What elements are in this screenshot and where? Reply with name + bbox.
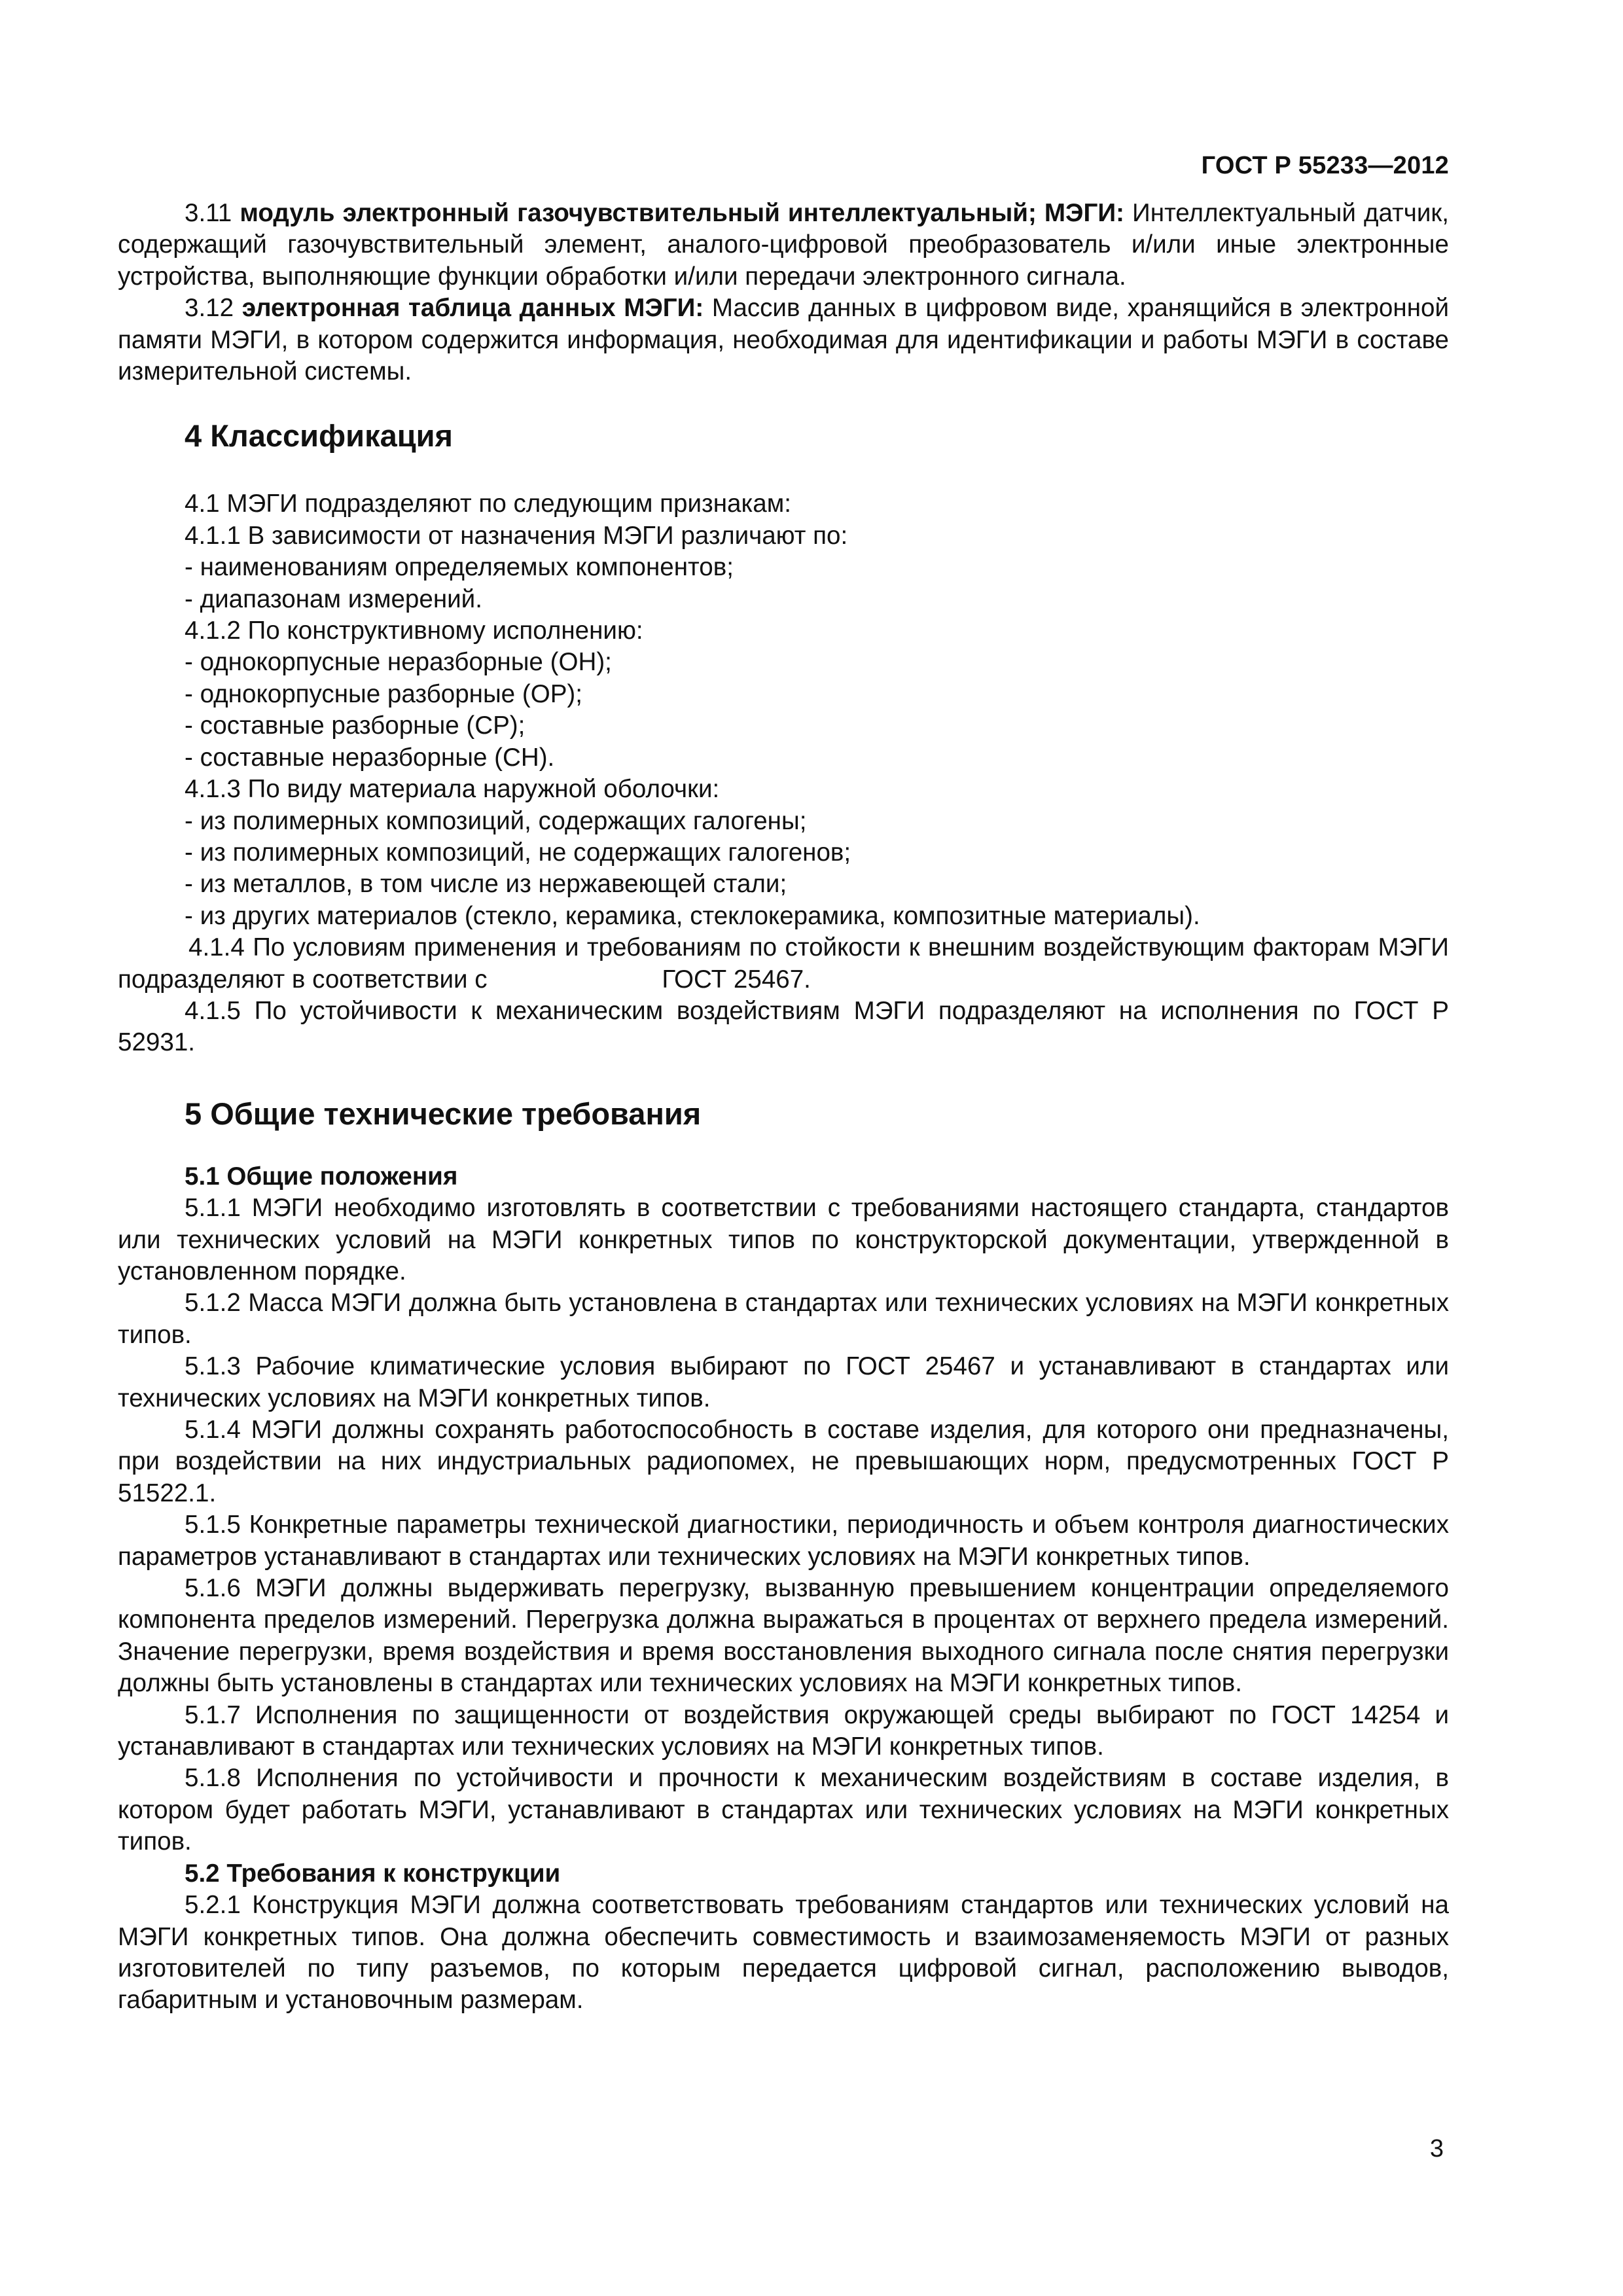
paragraph-5-1-6: 5.1.6 МЭГИ должны выдерживать перегрузку, вызванную превышением концентрации определяемого компонента пределов измерений. Перегрузка должна выражаться в процентах от верхнего предела измерений. Значение перегрузки, время воздействия и время восстановления выходного сигнала после снятия перегрузки должны быть установлены в стандартах или технических условиях на МЭГИ конкретных типов. xyxy=(118,1574,1449,1698)
document-body xyxy=(118,198,1449,2017)
list-line: 4.1 МЭГИ подразделяют по следующим признакам: xyxy=(185,490,791,518)
paragraph-4-1-5: 4.1.5 По устойчивости к механическим воздействиям МЭГИ подразделяют на исполнения по ГОСТ Р 52931. xyxy=(118,996,1449,1057)
page-number: 3 xyxy=(1429,2135,1444,2162)
list-item: - из других материалов (стекло, керамика, стеклокерамика, композитные материалы). xyxy=(185,901,1200,930)
standard-reference: ГОСТ 25467. xyxy=(662,965,811,994)
subsection-5-1-heading: 5.1 Общие положения xyxy=(185,1162,458,1191)
clause-number: 3.12 xyxy=(185,294,242,323)
paragraph-5-1-3: 5.1.3 Рабочие климатические условия выбирают по ГОСТ 25467 и устанавливают в стандартах или технических условиях на МЭГИ конкретных типов. xyxy=(118,1352,1449,1412)
term: электронная таблица данных МЭГИ: xyxy=(241,294,704,323)
paragraph-5-1-1: 5.1.1 МЭГИ необходимо изготовлять в соответствии с требованиями настоящего стандарта, стандартов или технических условий на МЭГИ конкретных типов по конструкторской документации, утвержденной в установленном порядке. xyxy=(118,1194,1449,1285)
definition: Массив данных в цифровом виде, хранящийся в электронной памяти МЭГИ, в котором содержится информация, необходимая для идентификации и работы МЭГИ в составе измерительной системы. xyxy=(118,294,1450,386)
list-line: 4.1.3 По виду материала наружной оболочки: xyxy=(185,775,720,804)
paragraph-5-1-4: 5.1.4 МЭГИ должны сохранять работоспособность в составе изделия, для которого они предназначены, при воздействии на них индустриальных радиопомех, не превышающих норм, предусмотренных ГОСТ Р 51522.1. xyxy=(118,1416,1449,1507)
section-4-heading: 4 Классификация xyxy=(185,418,453,454)
paragraph-5-1-2: 5.1.2 Масса МЭГИ должна быть установлена в стандартах или технических условиях на МЭГИ конкретных типов. xyxy=(118,1289,1449,1349)
list-item: - из полимерных композиций, не содержащих галогенов; xyxy=(185,838,851,867)
paragraph-5-2-1: 5.2.1 Конструкция МЭГИ должна соответствовать требованиям стандартов или технических условий на МЭГИ конкретных типов. Она должна обеспечить совместимость и взаимозаменяемость МЭГИ от разных изготовителей по типу разъемов, по которым передается цифровой сигнал, расположению выводов, габаритным и установочным размерам. xyxy=(118,1891,1449,2015)
paragraph-5-1-8: 5.1.8 Исполнения по устойчивости и прочности к механическим воздействиям в составе изделия, в котором будет работать МЭГИ, устанавливают в стандартах или технических условиях на МЭГИ конкретных типов. xyxy=(118,1764,1449,1856)
list-item: - диапазонам измерений. xyxy=(185,584,482,613)
list-item: - наименованиям определяемых компонентов; xyxy=(185,553,734,582)
list-line: 4.1.1 В зависимости от назначения МЭГИ различают по: xyxy=(185,521,848,550)
paragraph-4-1-4 xyxy=(118,932,1449,996)
paragraph-3-12 xyxy=(118,293,1449,387)
section-5-heading: 5 Общие технические требования xyxy=(185,1096,702,1131)
paragraph-5-1-5: 5.1.5 Конкретные параметры технической диагностики, периодичность и объем контроля диагностических параметров устанавливают в стандартах или технических условиях на МЭГИ конкретных типов. xyxy=(118,1511,1449,1571)
paragraph-3-11 xyxy=(118,198,1449,293)
clause-number: 3.11 xyxy=(185,199,240,227)
clause-text: 4.1.4 По условиям применения и требованиям по стойкости к внешним воздействующим факторам МЭГИ подразделяют в соответствии с xyxy=(118,933,1449,994)
list-line: 4.1.2 По конструктивному исполнению: xyxy=(185,617,643,645)
list-item: - из металлов, в том числе из нержавеющей стали; xyxy=(185,870,787,899)
list-item: - однокорпусные разборные (ОР); xyxy=(185,679,583,708)
list-item: - однокорпусные неразборные (ОН); xyxy=(185,648,612,677)
definition: Интеллектуальный датчик, содержащий газочувствительный элемент, аналого-цифровой преобразователь и/или иные электронные устройства, выполняющие функции обработки и/или передачи электронного сигнала. xyxy=(118,199,1449,291)
paragraph-5-1-7: 5.1.7 Исполнения по защищенности от воздействия окружающей среды выбирают по ГОСТ 14254 и устанавливают в стандартах или технических условиях на МЭГИ конкретных типов. xyxy=(118,1700,1449,1761)
document-header: ГОСТ Р 55233—2012 xyxy=(1201,152,1449,179)
list-item: - составные неразборные (СН). xyxy=(185,743,555,772)
list-item: - из полимерных композиций, содержащих галогены; xyxy=(185,806,807,835)
term: модуль электронный газочувствительный интеллектуальный; МЭГИ: xyxy=(240,199,1124,227)
list-item: - составные разборные (СР); xyxy=(185,711,526,740)
subsection-5-2-heading: 5.2 Требования к конструкции xyxy=(185,1859,561,1888)
